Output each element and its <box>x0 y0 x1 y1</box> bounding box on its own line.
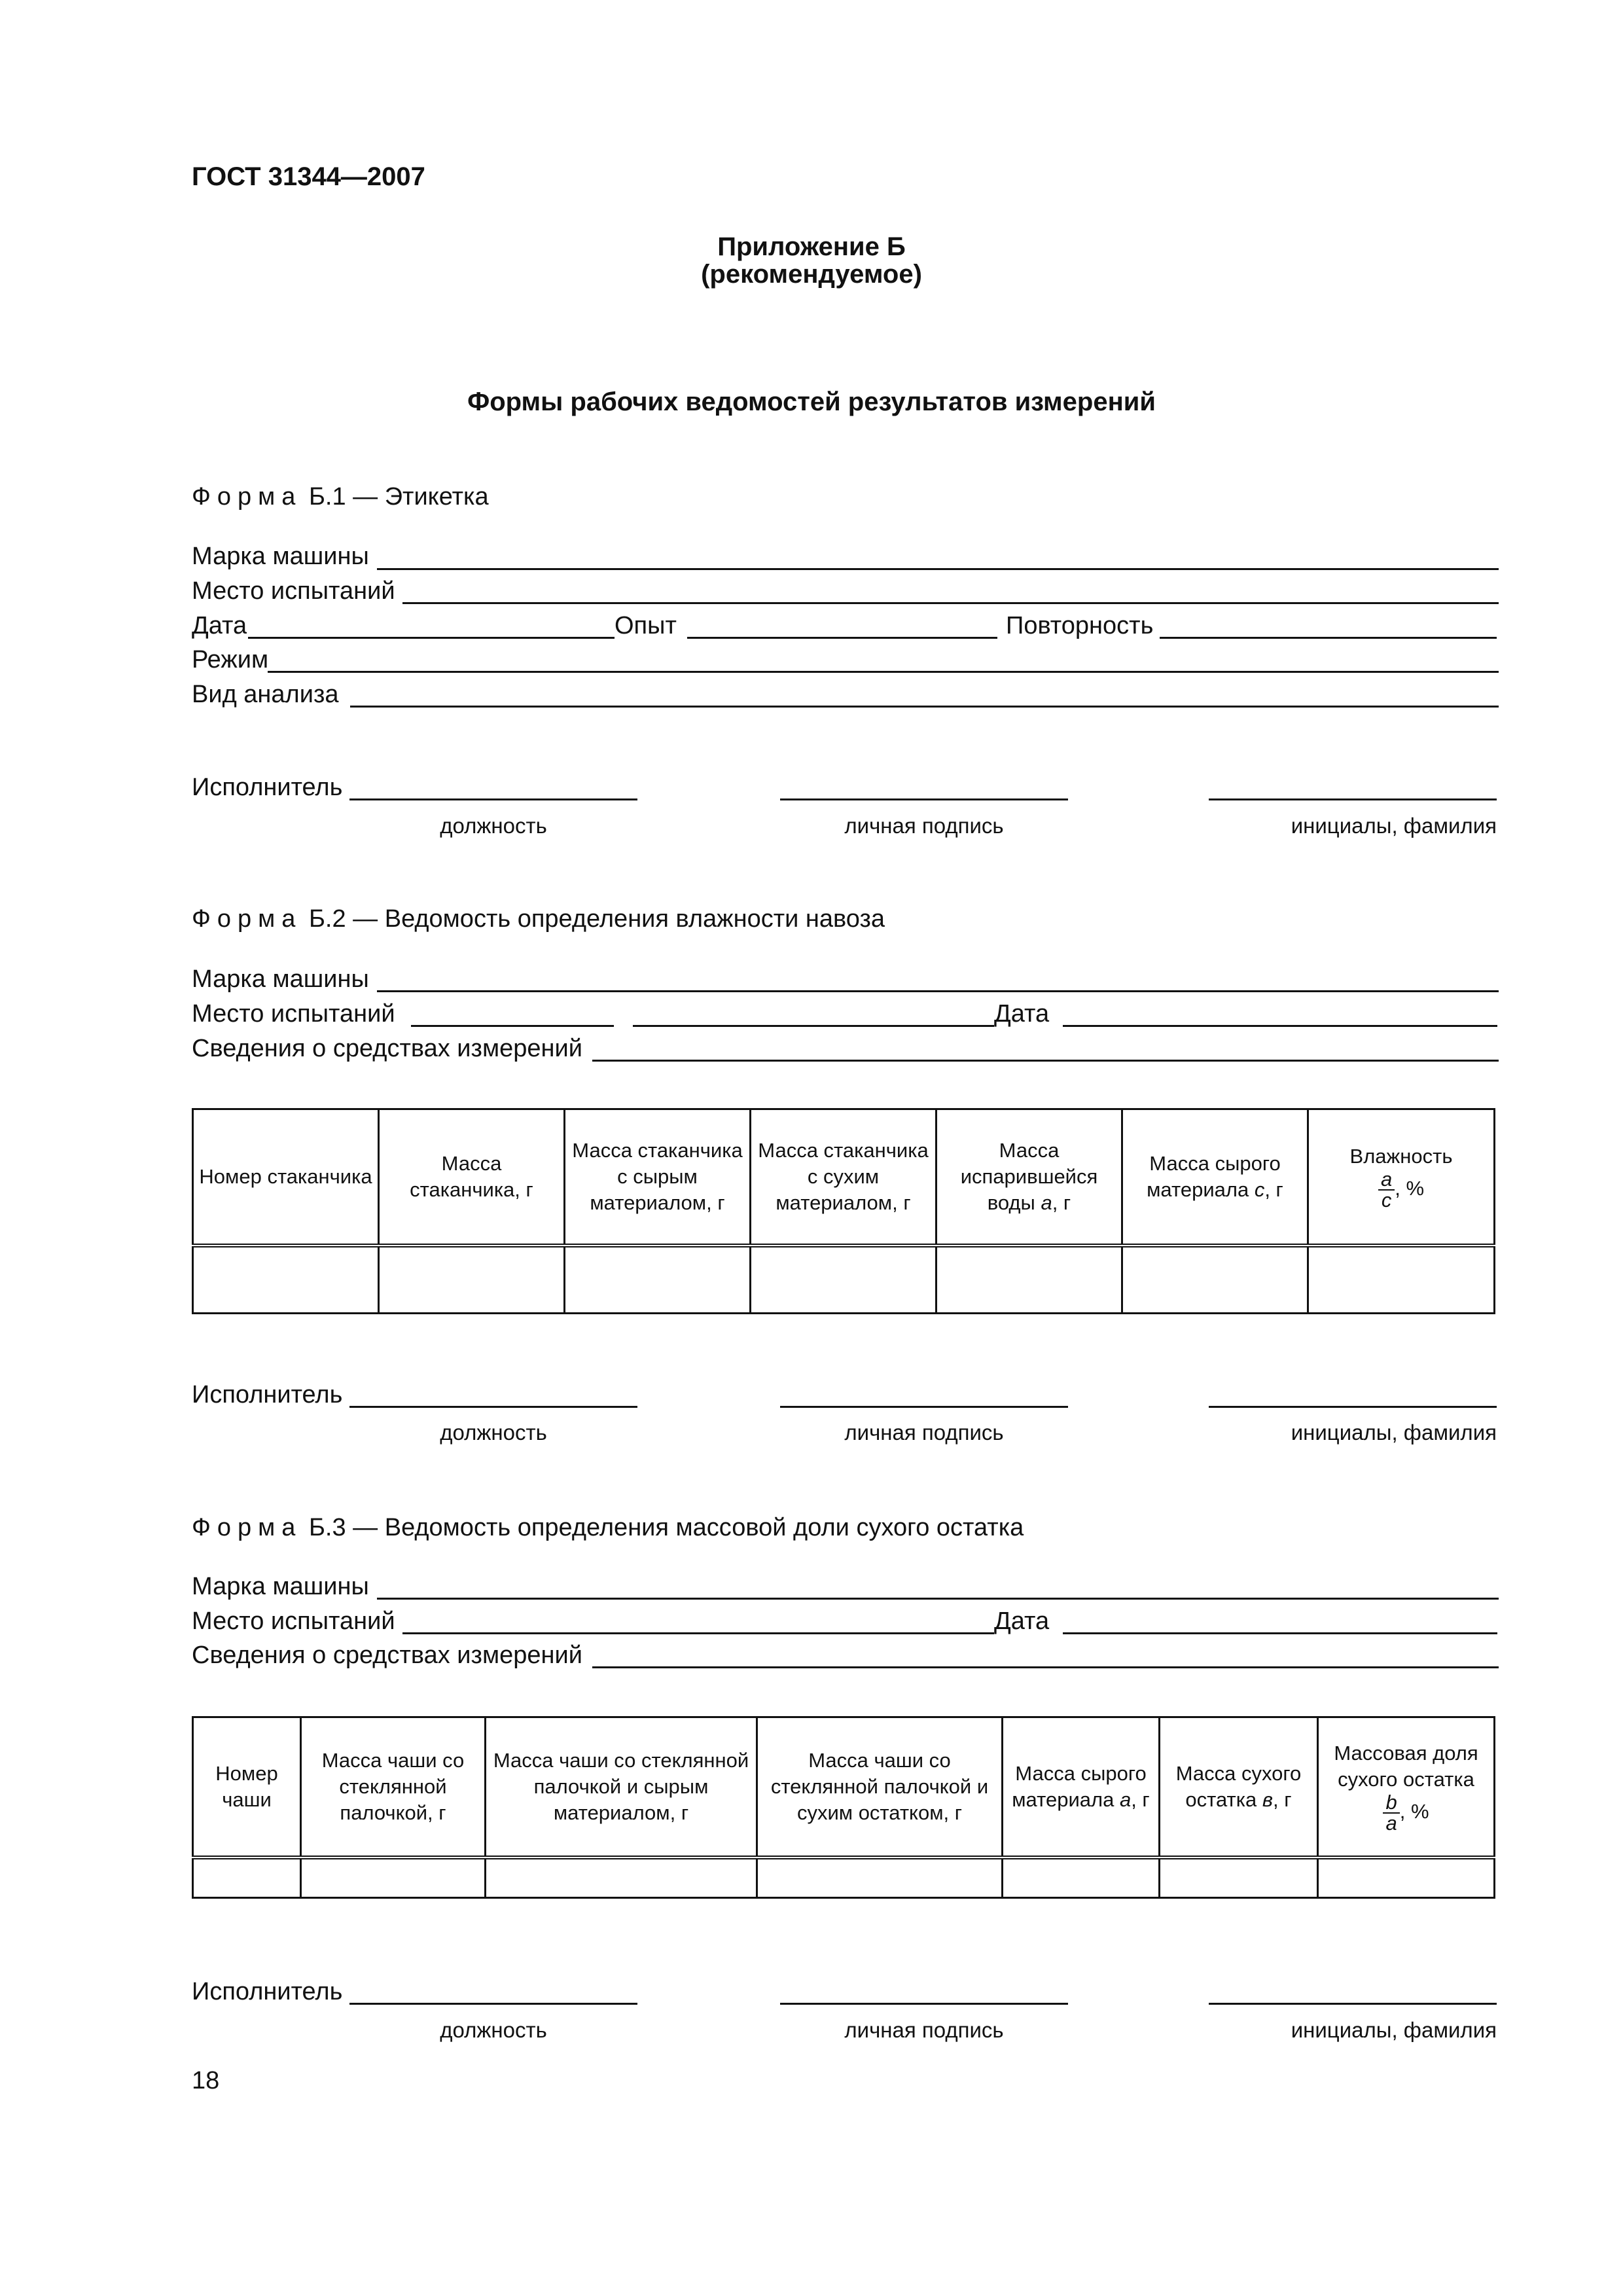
form2-place-field-2[interactable] <box>633 1025 994 1027</box>
document-code: ГОСТ 31344—2007 <box>192 162 425 191</box>
form1-place-field[interactable] <box>402 602 1499 604</box>
form1-mode-field[interactable] <box>268 671 1499 673</box>
form3-unit-g-1: , г <box>1131 1787 1150 1811</box>
form2-date-field[interactable] <box>1063 1025 1497 1027</box>
form2-position-caption: должность <box>440 1420 547 1444</box>
form3-machine-field[interactable] <box>377 1598 1499 1600</box>
form3-col-bowl-mass: Масса чаши со стеклянной палочкой, г <box>301 1717 486 1857</box>
form3-instruments-label: Сведения о средствах измерений <box>192 1641 582 1669</box>
form1-position-field[interactable] <box>349 798 637 800</box>
form2-col-evaporated-water <box>936 1109 1122 1246</box>
form2-frac-num: a <box>1378 1170 1395 1191</box>
page-number: 18 <box>192 2067 220 2094</box>
form3-var-b: в <box>1262 1787 1274 1811</box>
form2-cell[interactable] <box>751 1246 936 1314</box>
form2-place-label: Место испытаний <box>192 1000 395 1028</box>
form2-machine-label: Марка машины <box>192 965 369 993</box>
form1-title: Б.1 — Этикетка <box>308 483 489 511</box>
form1-date-field[interactable] <box>248 637 615 639</box>
form2-position-field[interactable] <box>349 1406 637 1408</box>
form2-var-a: а <box>1041 1191 1052 1214</box>
form2-name-caption: инициалы, фамилия <box>1291 1420 1497 1444</box>
form2-unit-g-2: , г <box>1264 1177 1283 1201</box>
form3-col-fraction-label: Массовая доля сухого остатка <box>1334 1741 1478 1791</box>
form3-frac-num: b <box>1383 1793 1399 1814</box>
form1-analysis-label: Вид анализа <box>192 681 339 708</box>
form2-cell[interactable] <box>379 1246 565 1314</box>
form1-machine-label: Марка машины <box>192 543 369 570</box>
form2-signature-field[interactable] <box>780 1406 1068 1408</box>
form2-date-label: Дата <box>994 1000 1050 1028</box>
form3-heading <box>192 1514 1024 1542</box>
form2-col-cup-mass: Масса стаканчика, г <box>379 1109 565 1246</box>
form2-var-c: с <box>1254 1177 1265 1201</box>
form3-col-dry-label: Масса сухого остатка <box>1175 1761 1302 1811</box>
form3-cell[interactable] <box>193 1857 301 1898</box>
form2-col-cup-raw-mass: Масса стаканчика с сырым материалом, г <box>565 1109 751 1246</box>
form1-experiment-field[interactable] <box>687 637 997 639</box>
form3-place-label: Место испытаний <box>192 1607 395 1635</box>
form3-performer-label: Исполнитель <box>192 1978 343 2005</box>
form3-place-field[interactable] <box>402 1632 994 1634</box>
form2-unit-g-1: , г <box>1052 1191 1071 1214</box>
form2-signature-caption: личная подпись <box>844 1420 1004 1444</box>
form3-label: Форма <box>192 1514 302 1541</box>
form3-col-dry-residue <box>1160 1717 1318 1857</box>
form3-col-bowl-number: Номер чаши <box>193 1717 301 1857</box>
form1-label: Форма <box>192 483 302 511</box>
form3-cell[interactable] <box>486 1857 757 1898</box>
form3-position-field[interactable] <box>349 2003 637 2005</box>
form3-name-field[interactable] <box>1209 2003 1497 2005</box>
form3-position-caption: должность <box>440 2018 547 2042</box>
form2-performer-label: Исполнитель <box>192 1381 343 1408</box>
annex-type: (рекомендуемое) <box>701 260 922 289</box>
form3-col-raw-label: Масса сырого материала <box>1012 1761 1147 1811</box>
form1-heading <box>192 483 489 511</box>
form2-col-humidity <box>1308 1109 1495 1246</box>
form2-frac-den: c <box>1381 1188 1392 1211</box>
form3-cell[interactable] <box>757 1857 1003 1898</box>
form1-signature-caption: личная подпись <box>844 814 1004 838</box>
form3-date-label: Дата <box>994 1607 1050 1635</box>
form3-frac-den: a <box>1385 1811 1397 1835</box>
form3-signature-field[interactable] <box>780 2003 1068 2005</box>
form3-fraction-formula <box>1323 1790 1489 1835</box>
form3-title: Б.3 — Ведомость определения массовой доли сухого остатка <box>308 1514 1024 1541</box>
form2-col-cup-dry-mass: Масса стаканчика с сухим материалом, г <box>751 1109 936 1246</box>
form1-machine-field[interactable] <box>377 568 1499 570</box>
form2-cell[interactable] <box>1122 1246 1308 1314</box>
form2-instruments-field[interactable] <box>592 1060 1499 1062</box>
form3-percent: , % <box>1399 1799 1429 1823</box>
form1-place-label: Место испытаний <box>192 577 395 605</box>
form2-title: Б.2 — Ведомость определения влажности навоза <box>308 905 885 933</box>
form1-name-field[interactable] <box>1209 798 1497 800</box>
form2-instruments-label: Сведения о средствах измерений <box>192 1035 582 1062</box>
form2-cell[interactable] <box>565 1246 751 1314</box>
form1-name-caption: инициалы, фамилия <box>1291 814 1497 838</box>
form2-col-raw-material <box>1122 1109 1308 1246</box>
form3-var-a: а <box>1119 1787 1132 1811</box>
form2-col-raw-label: Масса сырого материала <box>1147 1151 1281 1201</box>
form3-cell[interactable] <box>1160 1857 1318 1898</box>
form2-humidity-formula <box>1313 1167 1489 1211</box>
form2-cell[interactable] <box>1308 1246 1495 1314</box>
section-title: Формы рабочих ведомостей результатов измерений <box>467 387 1156 416</box>
form2-col-humidity-label: Влажность <box>1349 1144 1453 1168</box>
table-row <box>193 1246 1495 1314</box>
form1-mode-label: Режим <box>192 646 269 673</box>
form3-instruments-field[interactable] <box>592 1666 1499 1668</box>
form2-col-cup-number: Номер стаканчика <box>193 1109 379 1246</box>
form2-label: Форма <box>192 905 302 933</box>
table-row <box>193 1857 1495 1898</box>
form3-fraction <box>1383 1790 1399 1835</box>
form3-col-bowl-dry-mass: Масса чаши со стеклянной палочкой и сухим остатком, г <box>757 1717 1003 1857</box>
form1-analysis-field[interactable] <box>350 706 1499 708</box>
form2-place-field[interactable] <box>411 1025 614 1027</box>
form1-repeat-field[interactable] <box>1160 637 1497 639</box>
form3-date-field[interactable] <box>1063 1632 1497 1634</box>
form3-machine-label: Марка машины <box>192 1573 369 1600</box>
form1-position-caption: должность <box>440 814 547 838</box>
form3-name-caption: инициалы, фамилия <box>1291 2018 1497 2042</box>
form3-col-mass-fraction <box>1318 1717 1495 1857</box>
form2-percent: , % <box>1395 1176 1425 1200</box>
form2-heading <box>192 905 885 933</box>
form1-date-label: Дата <box>192 612 247 639</box>
form2-cell[interactable] <box>193 1246 379 1314</box>
form3-cell[interactable] <box>301 1857 486 1898</box>
form3-table <box>192 1716 1495 1899</box>
form1-experiment-label: Опыт <box>615 612 677 639</box>
form3-unit-g-2: , г <box>1273 1787 1292 1811</box>
form2-machine-field[interactable] <box>377 990 1499 992</box>
form3-cell[interactable] <box>1318 1857 1495 1898</box>
form1-signature-field[interactable] <box>780 798 1068 800</box>
form1-performer-label: Исполнитель <box>192 774 343 801</box>
form2-table <box>192 1108 1495 1314</box>
annex-title: Приложение Б <box>717 232 906 261</box>
form3-signature-caption: личная подпись <box>844 2018 1004 2042</box>
form1-repeat-label: Повторность <box>1006 612 1154 639</box>
form2-col-evaporated-label: Масса испарившейся воды <box>960 1138 1098 1214</box>
form2-name-field[interactable] <box>1209 1406 1497 1408</box>
form2-cell[interactable] <box>936 1246 1122 1314</box>
form3-cell[interactable] <box>1003 1857 1160 1898</box>
form3-col-raw-material <box>1003 1717 1160 1857</box>
form3-col-bowl-raw-mass: Масса чаши со стеклянной палочкой и сырым материалом, г <box>486 1717 757 1857</box>
form2-fraction <box>1378 1167 1395 1211</box>
